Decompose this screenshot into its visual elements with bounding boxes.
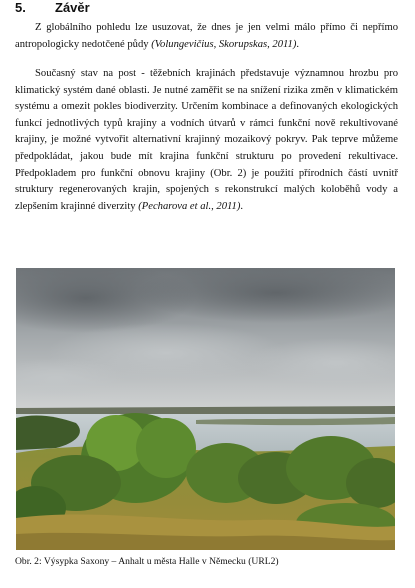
figure-caption: Obr. 2: Výsypka Saxony – Anhalt u města Halle v Německu (URL2) [15,556,279,567]
paragraph-intro-end: . [296,38,300,50]
paragraph-main [15,66,398,215]
paragraph-main-citation: (Pecharova et al., 2011) [138,200,241,212]
paragraph-main-text: Současný stav na post - těžebních krajinách představuje významnou hrozbu pro klimatický systém dané oblasti. Je nutné zaměřit se na snížení rizika změn v klimatickém systému a omezit pokles biodiverzity. Určením kombinace a definovaných ekologických funkcí jednotlivých typů krajiny a vodních útvarů v rámci funkční nově rekultivované krajiny, je možné vytvořit alternativní krajinný mozaikový pokryv. Pak teprve můžeme předpokládat, jakou bude mít krajina funkční strukturu po provedení rekultivace. Předpokladem pro funkční obnovu krajiny (Obr. 2) je použití přírodních částí uvnitř struktury regenerovaných krajin, spojených s rekonstrukcí malých koloběhů vody a zlepšením krajinné diverzity [15,68,398,212]
landscape-photo [16,268,395,550]
section-heading [15,0,90,16]
section-number: 5. [15,0,26,15]
paragraph-intro [15,20,398,53]
paragraph-intro-citation: (Volungevičius, Skorupskas, 2011) [151,38,297,50]
paragraph-intro-text: Z globálního pohledu lze usuzovat, že dnes je jen velmi málo přímo či nepřímo antropologicky nedotčené půdy [15,22,398,50]
section-title: Závěr [55,0,90,15]
paragraph-main-end: . [240,200,243,212]
